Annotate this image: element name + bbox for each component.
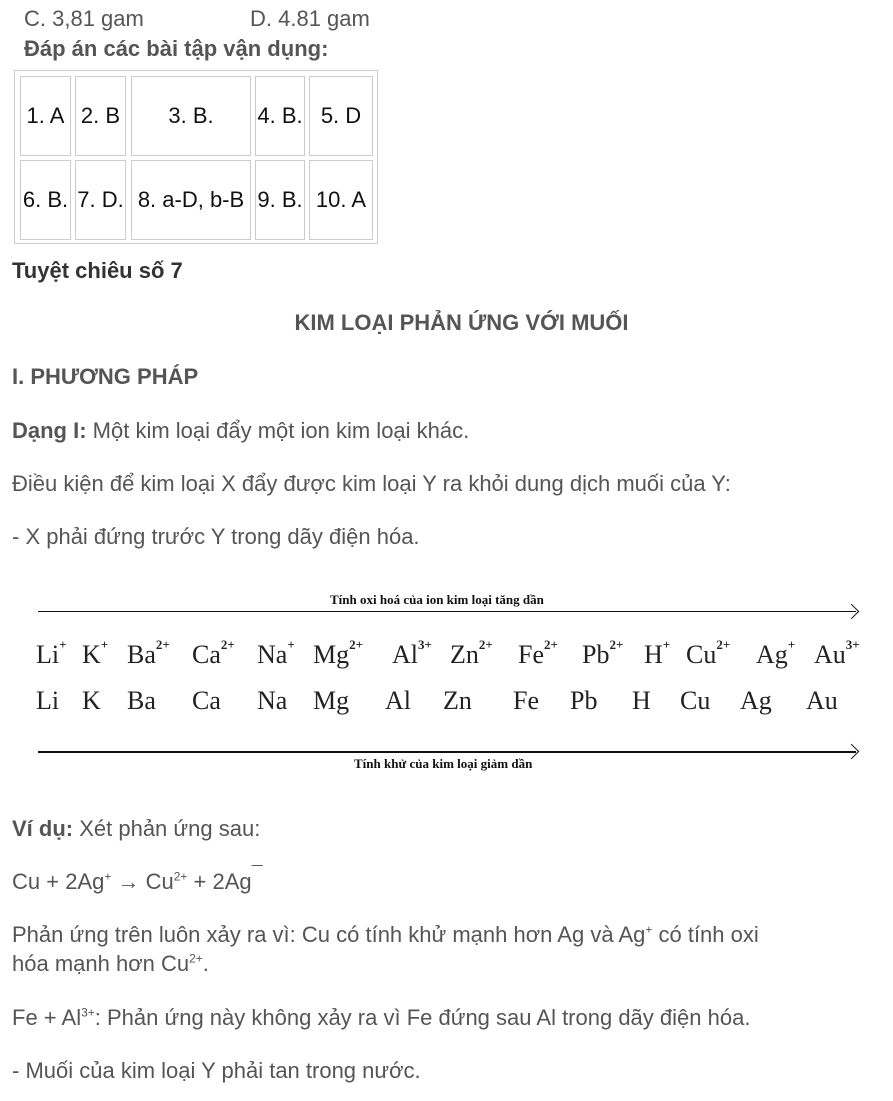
ion-symbol: Na [257, 640, 288, 669]
answer-cell: 8. a-D, b-B [131, 160, 251, 240]
ion-charge: 2+ [220, 637, 235, 653]
oxidizing-caption: Tính oxi hoá của ion kim loại tăng dần [330, 592, 544, 607]
method-heading: I. PHƯƠNG PHÁP [12, 364, 199, 389]
ion-charge: + [662, 637, 671, 653]
ion-pb [582, 637, 624, 670]
answers-table [14, 70, 378, 244]
ion-na [257, 637, 295, 670]
metal-ba: Ba [127, 686, 156, 715]
ion-symbol: Au [814, 640, 846, 669]
ion-symbol: Ag [756, 640, 788, 669]
metal-k: K [82, 686, 101, 715]
ion-charge: 2+ [155, 637, 170, 653]
answer-cell: 1. A [20, 76, 71, 156]
ion-charge: + [59, 637, 67, 653]
dang1-label: Dạng I: [12, 418, 87, 443]
rule-2: - Muối của kim loại Y phải tan trong nước. [12, 1058, 421, 1083]
answer-cell: 4. B. [255, 76, 305, 156]
reducing-caption: Tính khử của kim loại giảm dần [354, 756, 533, 771]
answer-cell: 9. B. [255, 160, 305, 240]
ion-ba [127, 637, 170, 670]
metal-mg: Mg [313, 686, 350, 715]
answers-heading: Đáp án các bài tập vận dụng: [24, 36, 329, 61]
superscript: + [104, 869, 112, 884]
option-d: D. 4.81 gam [250, 6, 370, 31]
text-span: Cu + 2Ag [12, 869, 105, 894]
ion-ag [756, 637, 796, 670]
ion-symbol: H [644, 640, 663, 669]
ion-charge: 2+ [716, 637, 731, 653]
superscript: 3+ [81, 1005, 95, 1020]
text-span: : Phản ứng này không xảy ra vì Fe đứng sau Al trong dãy điện hóa. [94, 1005, 751, 1030]
ion-cu [686, 637, 731, 670]
explanation-line-1 [12, 922, 759, 948]
ion-h [644, 637, 671, 670]
ion-symbol: Li [36, 640, 60, 669]
metal-h: H [632, 686, 651, 715]
ion-k [82, 637, 109, 670]
ion-symbol: Pb [582, 640, 610, 669]
text-span: + 2Ag [187, 869, 252, 894]
ion-symbol: Al [392, 640, 418, 669]
text-span: . [202, 951, 209, 976]
ion-charge: + [787, 637, 796, 653]
electrochemical-series-figure [30, 590, 870, 780]
top-arrow [38, 611, 856, 612]
ion-charge: 2+ [609, 637, 624, 653]
ion-symbol: Ca [192, 640, 221, 669]
ion-symbol: Ba [127, 640, 156, 669]
reaction-equation [12, 863, 263, 895]
ion-charge: + [100, 637, 109, 653]
ion-charge: 2+ [544, 637, 558, 653]
ion-li [36, 637, 67, 670]
metal-li: Li [36, 686, 60, 715]
ion-au [814, 637, 860, 670]
metal-al: Al [385, 686, 411, 715]
answer-cell: 10. A [309, 160, 373, 240]
text-span: có tính oxi [652, 922, 759, 947]
option-c: C. 3,81 gam [24, 6, 144, 31]
dang1-paragraph [12, 418, 469, 444]
metal-au: Au [806, 686, 838, 715]
metal-ca: Ca [192, 686, 221, 715]
ion-charge: 3+ [418, 637, 432, 653]
ion-ca [192, 637, 235, 670]
ion-fe [518, 637, 558, 670]
page-title: KIM LOẠI PHẢN ỨNG VỚI MUỐI [294, 310, 629, 335]
example-paragraph [12, 816, 260, 842]
ion-charge: 2+ [349, 637, 364, 653]
text-span: Fe + Al [12, 1005, 82, 1030]
metal-na: Na [257, 686, 288, 715]
condition-paragraph: Điều kiện để kim loại X đẩy được kim loại Y ra khỏi dung dịch muối của Y: [12, 471, 731, 496]
ion-symbol: Fe [518, 640, 544, 669]
metal-ag: Ag [740, 686, 772, 715]
section-label: Tuyệt chiêu số 7 [12, 258, 183, 283]
bottom-arrow [38, 751, 856, 753]
superscript: ¯ [251, 863, 263, 886]
answer-cell: 7. D. [75, 160, 126, 240]
ion-charge: 3+ [845, 637, 860, 653]
answer-cell: 5. D [309, 76, 373, 156]
ion-symbol: Mg [313, 640, 350, 669]
fe-al-paragraph [12, 1005, 750, 1031]
superscript: + [645, 922, 653, 937]
text-span: hóa mạnh hơn Cu [12, 951, 190, 976]
arrow-right-icon [844, 744, 860, 760]
rule-1: - X phải đứng trước Y trong dãy điện hóa. [12, 524, 420, 549]
superscript: 2+ [189, 951, 203, 966]
answer-cell: 6. B. [20, 160, 71, 240]
metal-zn: Zn [443, 686, 472, 715]
ion-charge: + [287, 637, 295, 653]
metal-pb: Pb [570, 686, 598, 715]
example-label: Ví dụ: [12, 816, 74, 841]
arrow-right-icon [844, 604, 860, 620]
example-text: Xét phản ứng sau: [73, 816, 261, 841]
superscript: 2+ [173, 869, 188, 884]
ion-zn [450, 637, 493, 670]
ion-symbol: K [82, 640, 101, 669]
explanation-line-2 [12, 951, 209, 977]
metal-cu: Cu [680, 686, 711, 715]
ion-symbol: Cu [686, 640, 717, 669]
text-span: → Cu [111, 869, 174, 894]
answer-cell: 2. B [75, 76, 126, 156]
metal-fe: Fe [513, 686, 539, 715]
text-span: Phản ứng trên luôn xảy ra vì: Cu có tính khử mạnh hơn Ag và Ag [12, 922, 646, 947]
ion-al [392, 637, 432, 670]
answer-cell: 3. B. [131, 76, 251, 156]
ion-charge: 2+ [478, 637, 493, 653]
dang1-text: Một kim loại đẩy một ion kim loại khác. [86, 418, 470, 443]
ion-symbol: Zn [450, 640, 479, 669]
ion-mg [313, 637, 364, 670]
